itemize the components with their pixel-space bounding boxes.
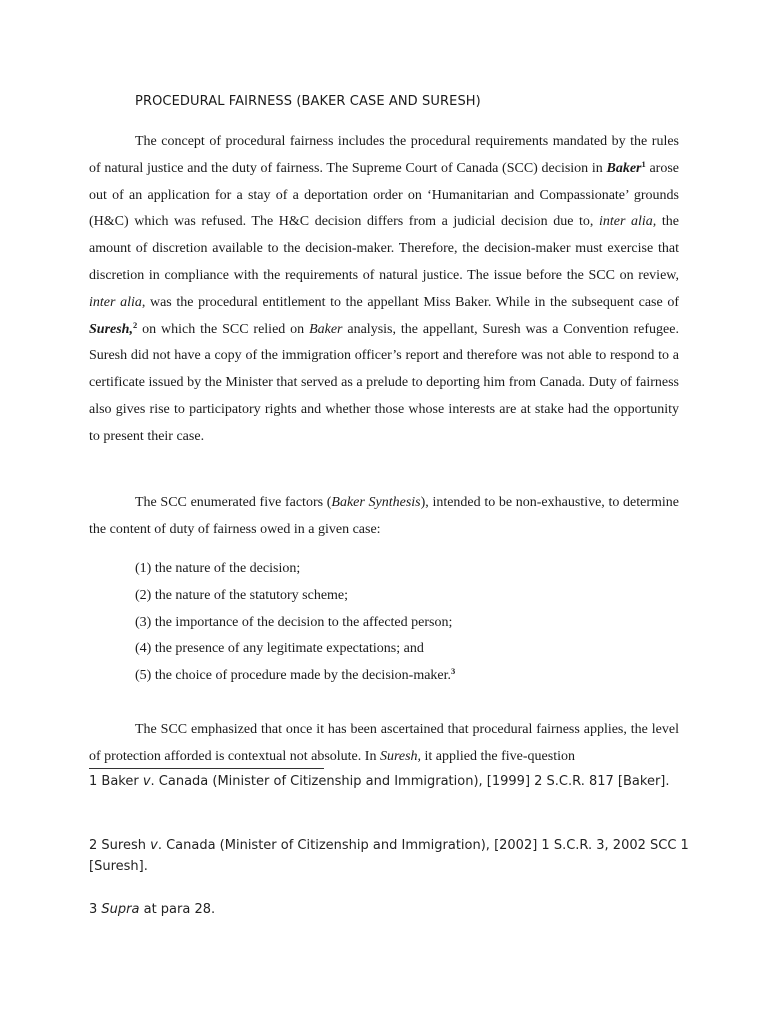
- text-run: . Canada (Minister of Citizenship and Immigration), [1999] 2 S.C.R. 817 [Baker].: [150, 774, 670, 789]
- text-run: at para 28.: [139, 902, 216, 917]
- list-item: (2) the nature of the statutory scheme;: [135, 587, 349, 603]
- list-item: (1) the nature of the decision;: [135, 561, 301, 576]
- text-run: . Canada (Minister of Citizenship and Immigration), [2002] 1 S.C.R. 3, 2002 SCC 1 [Suresh].: [89, 838, 689, 874]
- case-name-baker-italic: Baker: [309, 321, 343, 337]
- footnote-ref-3[interactable]: 3: [451, 666, 456, 677]
- case-name-suresh-italic: Suresh,: [379, 748, 422, 764]
- footnote-ref-2[interactable]: 2: [132, 319, 138, 330]
- text-run: it applied the five-question: [421, 748, 575, 764]
- text-run: 1 Baker: [89, 774, 143, 789]
- paragraph-baker-suresh: [89, 129, 679, 451]
- footnote-separator: [89, 768, 324, 769]
- list-item-text: (5) the choice of procedure made by the decision-maker.: [135, 668, 452, 684]
- page-title: PROCEDURAL FAIRNESS (BAKER CASE AND SURESH): [135, 94, 481, 109]
- footnote-3: [89, 899, 689, 920]
- list-item: (3) the importance of the decision to the affected person;: [135, 614, 453, 630]
- baker-synthesis-term: Baker Synthesis: [331, 495, 421, 510]
- paragraph-contextual: [89, 717, 679, 771]
- paragraph-five-factors: [89, 490, 679, 544]
- text-run: 2 Suresh: [89, 838, 151, 853]
- text-run: , was the procedural entitlement to the appellant Miss Baker. While in the subsequent case of: [141, 294, 679, 310]
- footnote-ref-1[interactable]: 1: [641, 158, 646, 169]
- list-item: [135, 663, 455, 690]
- text-run: analysis, the appellant, Suresh was a Convention refugee. Suresh did not have a copy of the immigration officer’s report and therefore was not able to respond to a certificate issued by the Minister that served as a prelude to deporting him from Canada. Duty of fairness also gives rise to participatory rights and whether those whose interests are at stake had the opportunity to present their case.: [89, 321, 679, 444]
- text-run: The SCC emphasized that once it has been ascertained that procedural fairness applies, the level of protection afforded is contextual not absolute. In: [89, 722, 679, 764]
- case-name-suresh: Suresh,: [89, 321, 133, 337]
- supra-term: Supra: [101, 902, 140, 917]
- text-run: The SCC enumerated five factors (: [135, 495, 332, 510]
- versus-abbrev: v: [142, 774, 151, 789]
- text-run: The concept of procedural fairness includes the procedural requirements mandated by the rules of natural justice and the duty of fairness. The Supreme Court of Canada (SCC) decision in: [89, 134, 679, 176]
- text-run: 3: [89, 902, 102, 917]
- versus-abbrev: v: [150, 838, 158, 853]
- footnote-2: [89, 835, 689, 877]
- text-run: on which the SCC relied on: [137, 321, 310, 337]
- text-run: the amount of discretion available to the decision-maker. Therefore, the decision-maker must exercise that discretion in compliance with the requirements of natural justice. The issue before the SCC on review,: [89, 214, 679, 283]
- case-name-baker: Baker: [606, 160, 642, 176]
- latin-term: inter alia,: [599, 214, 657, 230]
- footnote-1: [89, 771, 689, 792]
- text-run: arose out of an application for a stay of a deportation order on ‘Humanitarian and Compassionate’ grounds (H&C) which was refused. The H&C decision differs from a judicial decision due to,: [89, 160, 679, 230]
- factor-list: [135, 556, 455, 690]
- text-run: ), intended to be non-exhaustive, to determine the content of duty of fairness owed in a given case:: [89, 495, 679, 537]
- list-item: (4) the presence of any legitimate expectations; and: [135, 641, 424, 657]
- latin-term: inter alia: [89, 294, 142, 310]
